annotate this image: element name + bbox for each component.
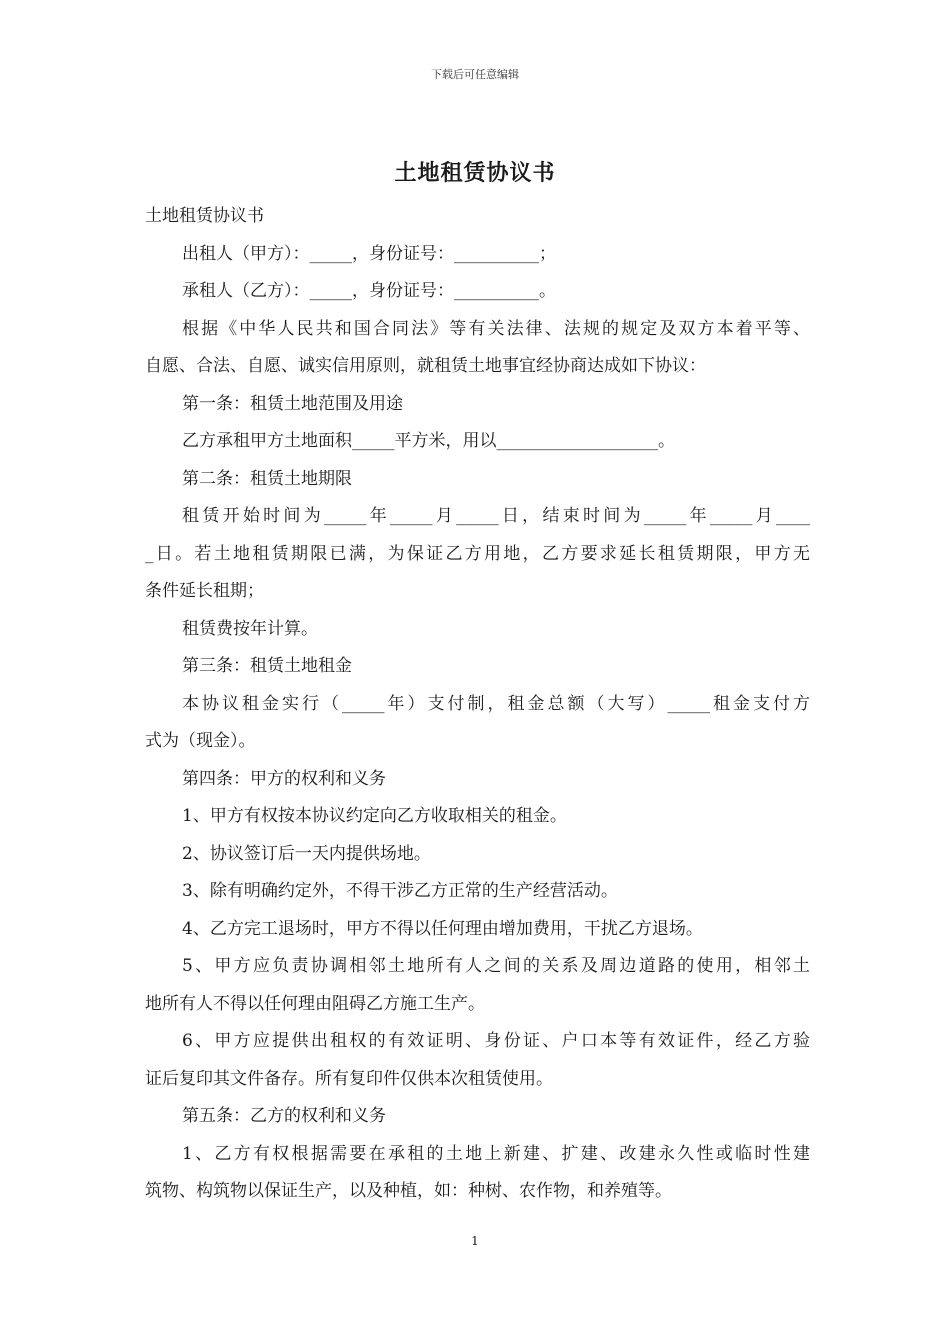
text-line: 筑物、构筑物以保证生产，以及种植，如：种树、农作物，和养殖等。 [145,1181,672,1201]
text-line: 根据《中华人民共和国合同法》等有关法律、法规的规定及双方本着平等、 [182,318,810,339]
page-header: 下载后可任意编辑 [431,68,519,81]
text-line: 地所有人不得以任何理由阻碍乙方施工生产。 [145,993,485,1014]
text-line: 土地租赁协议书 [145,206,264,226]
text-line: 租赁费按年计算。 [182,618,318,639]
text-line: 式为（现金）。 [145,731,256,751]
text-line: 5、甲方应负责协调相邻土地所有人之间的关系及周边道路的使用，相邻土 [182,956,810,976]
text-line: 第二条：租赁土地期限 [182,468,352,489]
text-line: 第五条：乙方的权利和义务 [182,1106,386,1126]
text-line: 出租人（甲方）：_____，身份证号：__________； [182,243,556,264]
text-line: 3、除有明确约定外，不得干涉乙方正常的生产经营活动。 [182,881,618,901]
text-line: 第四条：甲方的权利和义务 [182,768,386,789]
text-line: 6、甲方应提供出租权的有效证明、身份证、户口本等有效证件，经乙方验 [182,1031,810,1051]
text-line: 第一条：租赁土地范围及用途 [182,393,403,414]
text-line: _日。若土地租赁期限已满，为保证乙方用地，乙方要求延长租赁期限，甲方无 [145,543,810,564]
text-line: 自愿、合法、自愿、诚实信用原则，就租赁土地事宜经协商达成如下协议： [145,356,706,376]
page-number: 1 [471,1234,479,1248]
document-title: 土地租赁协议书 [394,160,556,186]
text-line: 租赁开始时间为_____年_____月_____日，结束时间为_____年_____月____ [182,506,810,526]
text-line: 2、协议签订后一天内提供场地。 [182,843,431,864]
text-line: 1、乙方有权根据需要在承租的土地上新建、扩建、改建永久性或临时性建 [182,1143,810,1164]
text-line: 1、甲方有权按本协议约定向乙方收取相关的租金。 [182,806,567,826]
text-line: 乙方承租甲方土地面积_____平方米，用以___________________。 [182,431,675,451]
text-line: 证后复印其文件备存。所有复印件仅供本次租赁使用。 [145,1068,553,1089]
document-body [145,198,810,1211]
text-line: 第三条：租赁土地租金 [182,656,352,676]
text-line: 本协议租金实行（_____年）支付制，租金总额（大写）_____租金支付方 [182,693,810,714]
text-line: 承租人（乙方）：_____，身份证号：__________。 [182,281,556,301]
text-line: 条件延长租期； [145,581,264,601]
text-line: 4、乙方完工退场时，甲方不得以任何理由增加费用，干扰乙方退场。 [182,918,703,939]
